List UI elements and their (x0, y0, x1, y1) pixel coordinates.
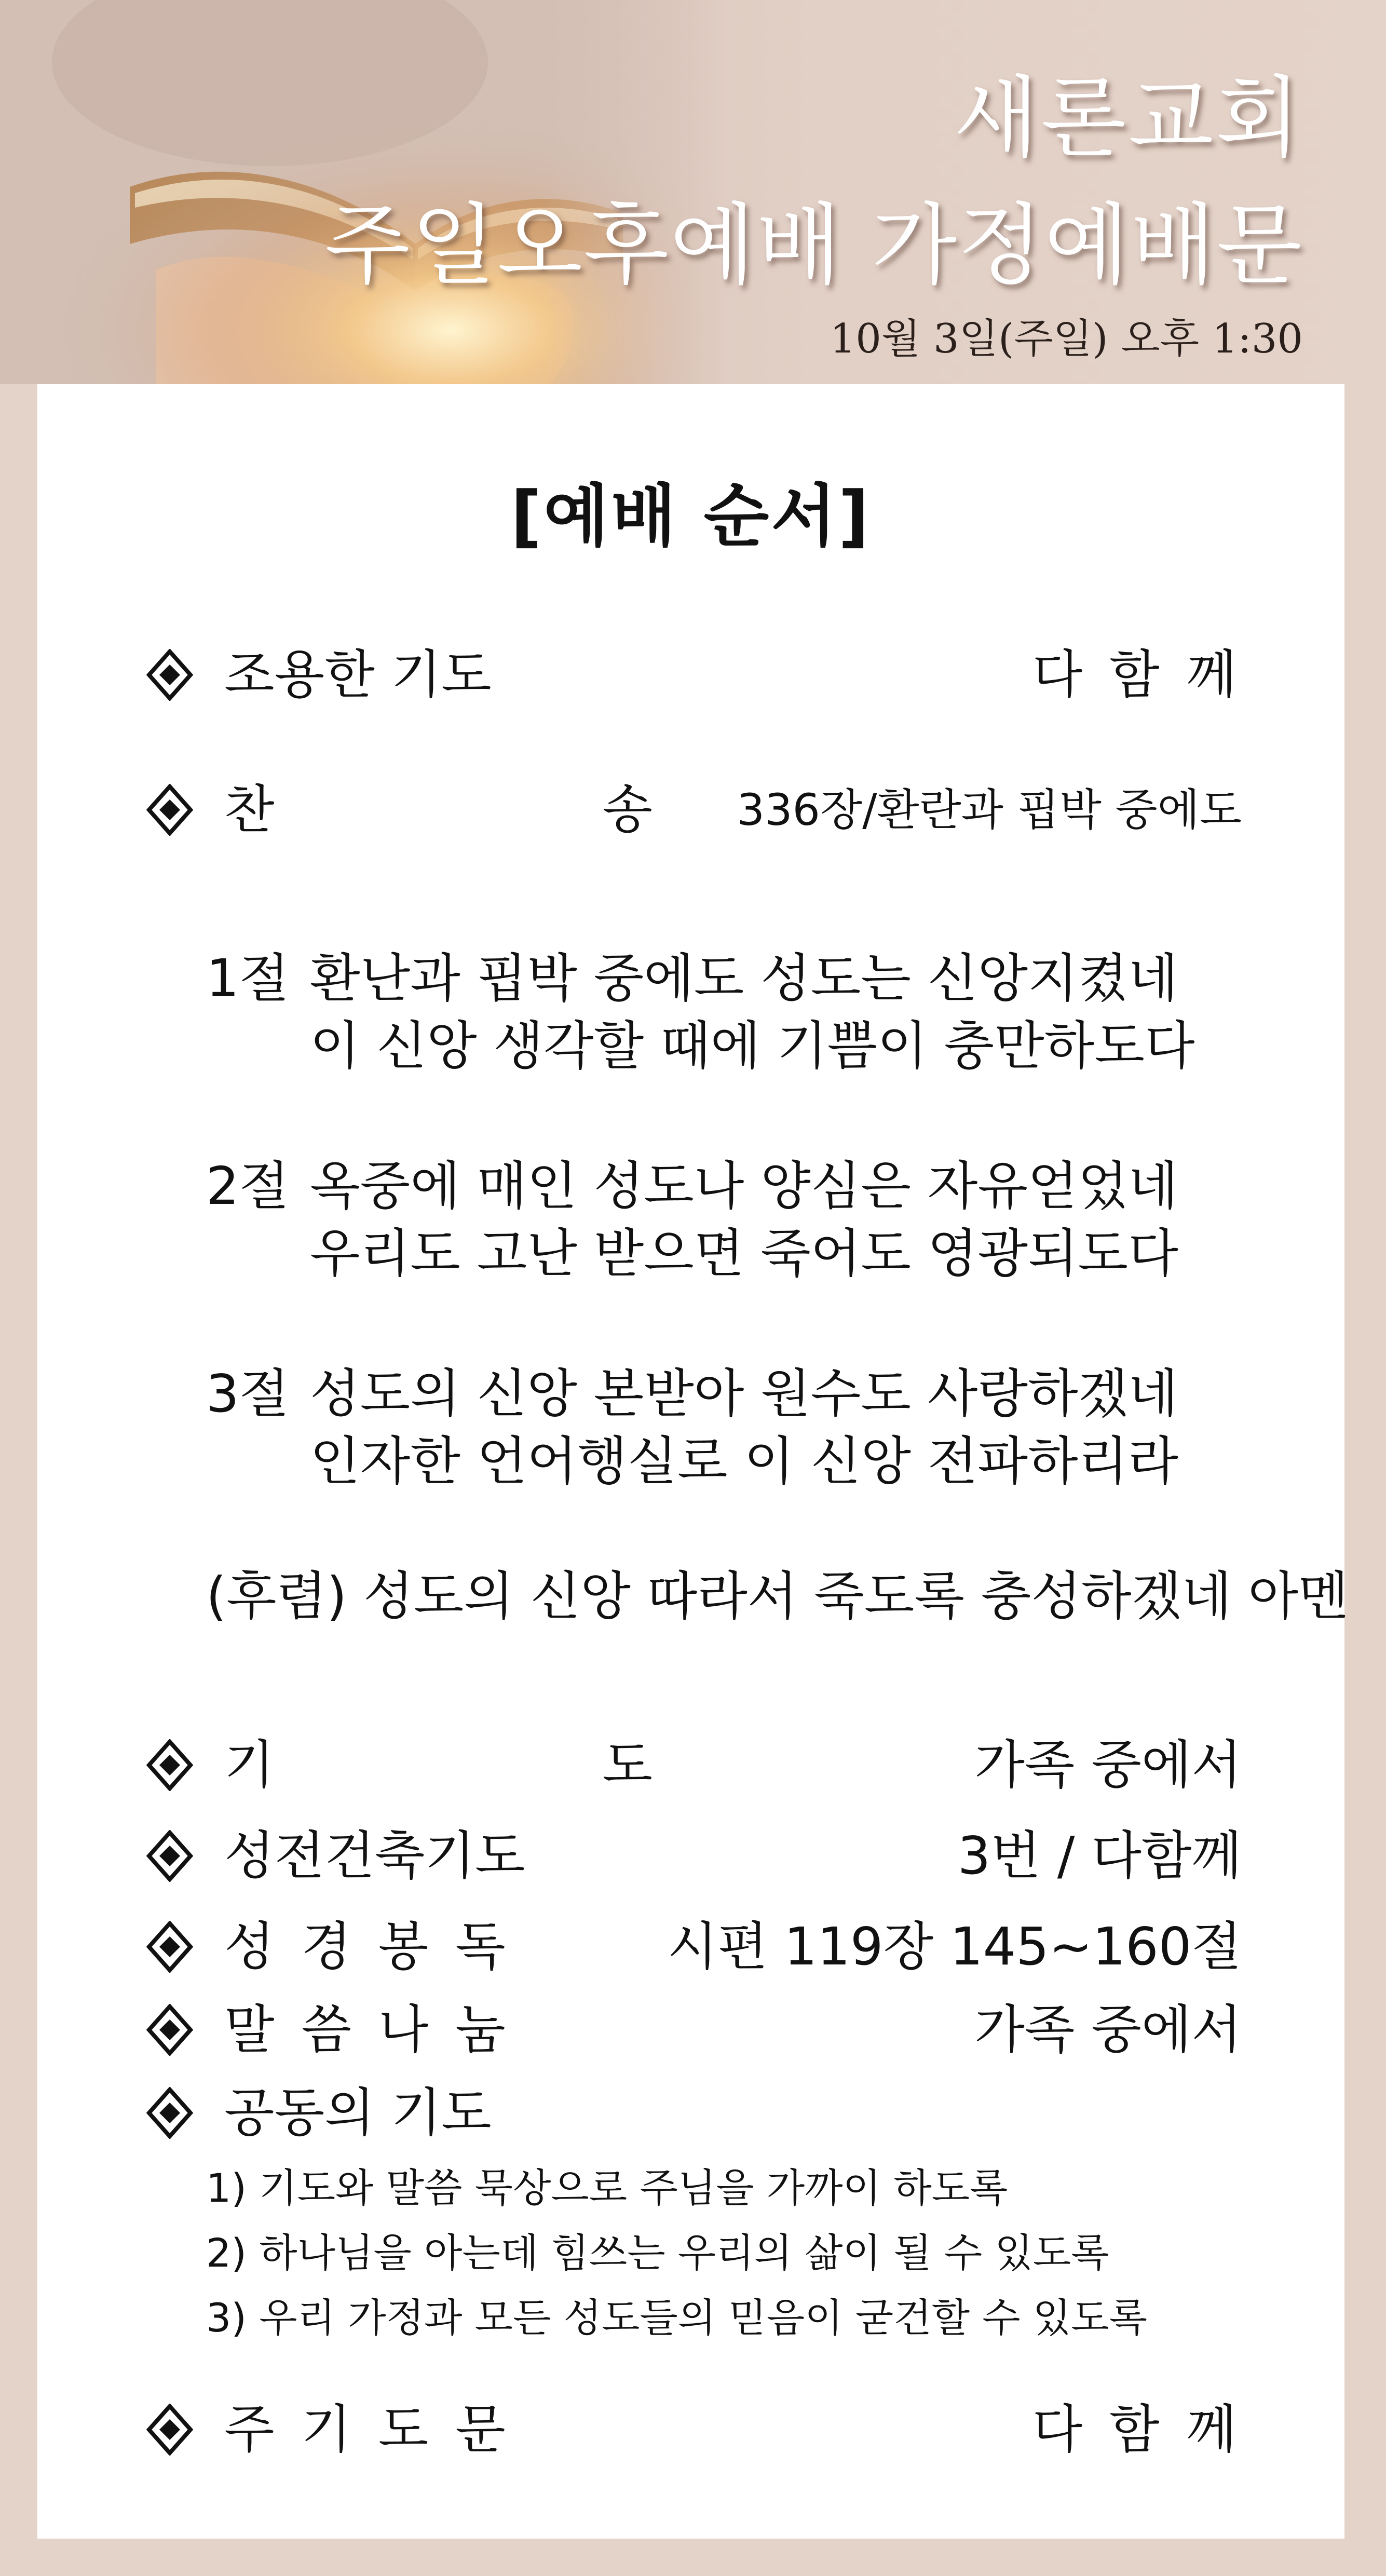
header-banner (0, 0, 1386, 384)
hymn-verse (206, 1360, 1178, 1495)
order-item-value: 다 함 께 (1032, 644, 1242, 705)
diamond-bullet-icon (146, 1830, 193, 1882)
order-item-building-prayer (146, 1825, 1242, 1887)
common-prayer-item: 1) 기도와 말씀 묵상으로 주님을 가까이 하도록 (206, 2165, 1008, 2211)
verse-number: 3절 (206, 1363, 290, 1424)
service-title: 주일오후예배 가정예배문 (324, 194, 1303, 297)
order-item-word-sharing (146, 1999, 1242, 2061)
verse-number: 2절 (206, 1156, 290, 1216)
diamond-bullet-icon (146, 1739, 193, 1791)
diamond-bullet-icon (146, 2087, 193, 2139)
order-item-label: 공동의 기도 (224, 2082, 492, 2143)
order-item-value: 336장/환란과 핍박 중에도 (737, 784, 1242, 835)
diamond-bullet-icon (146, 649, 193, 701)
order-item-value: 시편 119장 145~160절 (667, 1916, 1242, 1977)
order-item-value: 가족 중에서 (974, 1999, 1242, 2060)
order-item-silent-prayer (146, 644, 1242, 706)
hymn-refrain: (후렴) 성도의 신앙 따라서 죽도록 충성하겠네 아멘 (206, 1566, 1349, 1626)
order-of-worship-panel (37, 384, 1349, 2539)
verse-number: 1절 (206, 948, 290, 1009)
order-item-lords-prayer (146, 2398, 1242, 2461)
verse-line: 성도의 신앙 본받아 원수도 사랑하겠네 (310, 1363, 1178, 1424)
order-item-label: 성 경 봉 독 (224, 1916, 511, 1977)
verse-line: 이 신앙 생각할 때에 기쁨이 충만하도다 (310, 1015, 1195, 1076)
diamond-bullet-icon (146, 1921, 193, 1973)
common-prayer-item: 3) 우리 가정과 모든 성도들의 믿음이 굳건할 수 있도록 (206, 2295, 1148, 2341)
diamond-bullet-icon (146, 2004, 193, 2056)
order-item-value: 다 함 께 (1032, 2399, 1242, 2460)
diamond-bullet-icon (146, 784, 193, 836)
service-date: 10월 3일(주일) 오후 1:30 (830, 316, 1303, 362)
order-item-label: 기 도 (224, 1734, 808, 1795)
common-prayer-item: 2) 하나님을 아는데 힘쓰는 우리의 삶이 될 수 있도록 (206, 2230, 1109, 2276)
order-item-label: 말 씀 나 눔 (224, 1999, 511, 2060)
order-item-common-prayer (146, 2082, 1242, 2144)
verse-line: 옥중에 매인 성도나 양심은 자유얻었네 (310, 1156, 1178, 1216)
hymn-verse (206, 1153, 1178, 1287)
verse-line: 우리도 고난 받으면 죽어도 영광되도다 (310, 1223, 1178, 1284)
order-heading: [예배 순서] (510, 477, 872, 555)
verse-line: 환난과 핍박 중에도 성도는 신앙지켰네 (310, 948, 1178, 1009)
order-item-label: 찬 송 (224, 779, 808, 840)
order-item-label: 주 기 도 문 (224, 2399, 511, 2460)
order-item-value: 가족 중에서 (974, 1734, 1242, 1795)
diamond-bullet-icon (146, 2404, 193, 2456)
order-item-label: 성전건축기도 (224, 1825, 525, 1886)
order-item-hymn (146, 779, 1242, 841)
order-item-label: 조용한 기도 (224, 644, 492, 705)
order-item-prayer (146, 1734, 1242, 1796)
church-name: 새론교회 (954, 67, 1303, 170)
order-item-scripture-reading (146, 1916, 1242, 1978)
verse-line: 인자한 언어행실로 이 신앙 전파하리라 (310, 1431, 1178, 1492)
hymn-verse (206, 945, 1195, 1080)
order-item-value: 3번 / 다함께 (957, 1825, 1242, 1886)
